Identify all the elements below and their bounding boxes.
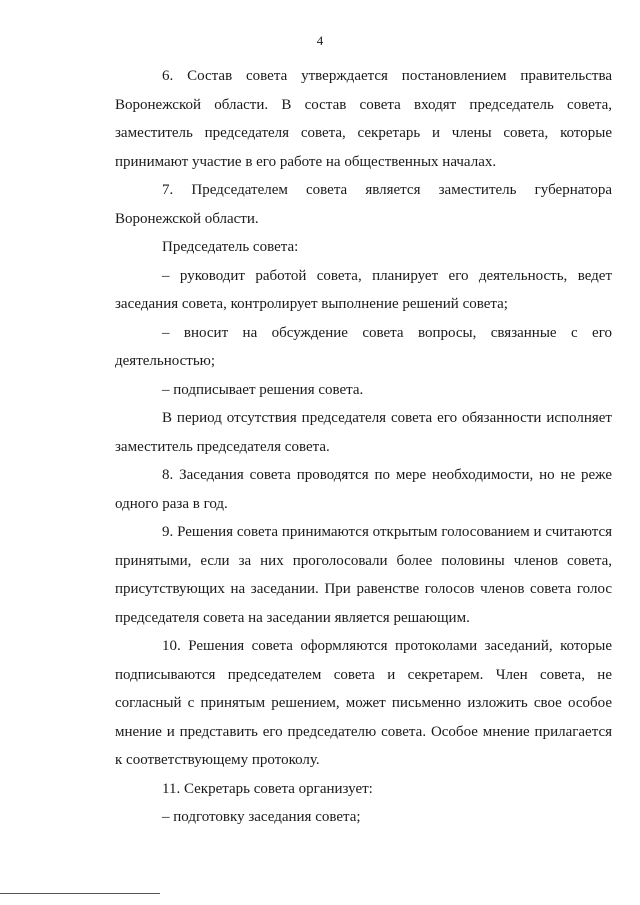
paragraph-6: 6. Состав совета утверждается постановлением правительства Воронежской области. В состав совета входят председатель совета, заместитель председателя совета, секретарь и члены совета, которые принимают участие в его работе на общественных началах. — [115, 68, 612, 170]
chairman-duty-1: – руководит работой совета, планирует его деятельность, ведет заседания совета, контролирует выполнение решений совета; — [115, 267, 612, 312]
chairman-duty-3: – подписывает решения совета. — [162, 381, 364, 398]
chairman-duty-2: – вносит на обсуждение совета вопросы, связанные с его деятельностью; — [115, 324, 612, 369]
chairman-heading: Председатель совета: — [162, 239, 299, 255]
paragraph-10: 10. Решения совета оформляются протоколами заседаний, которые подписываются председателем совета и секретарем. Член совета, не согласный с принятым решением, может письменно изложить свое особое мнение и представить его председателю совета. Особое мнение прилагается к соответствующему протоколу. — [115, 638, 612, 768]
paragraph-9: 9. Решения совета принимаются открытым голосованием и считаются принятыми, если за них проголосовали более половины членов совета, присутствующих на заседании. При равенстве голосов членов совета голос председателя совета на заседании является решающим. — [115, 524, 612, 626]
footer-divider — [0, 893, 160, 894]
paragraph-7: 7. Председателем совета является заместитель губернатора Воронежской области. — [115, 182, 612, 227]
page-number: 4 — [316, 33, 324, 48]
paragraph-8: 8. Заседания совета проводятся по мере необходимости, но не реже одного раза в год. — [115, 467, 612, 512]
secretary-duty-1: – подготовку заседания совета; — [162, 809, 361, 825]
document-body — [115, 62, 612, 832]
deputy-paragraph: В период отсутствия председателя совета его обязанности исполняет заместитель председателя совета. — [115, 410, 612, 455]
paragraph-11: 11. Секретарь совета организует: — [162, 780, 373, 797]
